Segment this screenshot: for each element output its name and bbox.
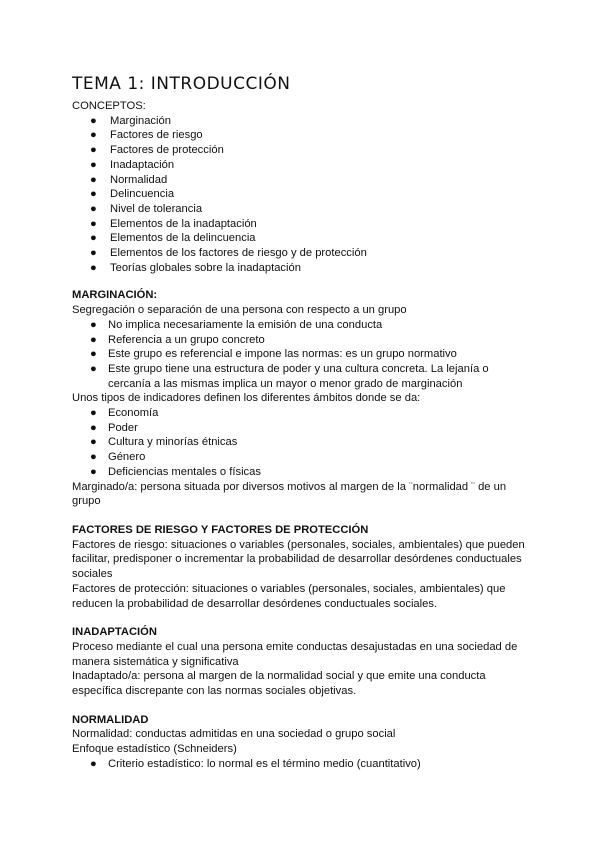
bullet-icon: ● (90, 333, 97, 346)
marginado-definition: Marginado/a: persona situada por diversos motivos al margen de la ¨normalidad ¨ de un grupo (72, 480, 507, 508)
list-item: ● Factores de protección (90, 144, 224, 157)
marginacion-points-list (72, 318, 532, 392)
document-page (72, 72, 532, 772)
list-item: ● Género (90, 451, 146, 464)
list-item: ● Este grupo es referencial e impone las normas: es un grupo normativo (90, 348, 457, 361)
normalidad-definition: Normalidad: conductas admitidas en una sociedad o grupo social (72, 728, 396, 741)
list-item: ● Deficiencias mentales o físicas (90, 465, 261, 478)
list-item: ● Economía (90, 407, 159, 420)
inadaptacion-proceso: Proceso mediante el cual una persona emite conductas desajustadas en una sociedad de manera sistemática y significativa (72, 640, 518, 668)
list-item: ● Criterio estadístico: lo normal es el término medio (cuantitativo) (90, 757, 421, 770)
bullet-icon: ● (90, 407, 97, 420)
bullet-icon: ● (90, 757, 97, 770)
concepts-list (72, 114, 532, 276)
bullet-icon: ● (90, 188, 97, 201)
list-item: ● Factores de riesgo (90, 129, 203, 142)
list-item: ● Este grupo tiene una estructura de poder y una cultura concreta. La lejanía o cercanía a las mismas implica un mayor o menor grado de marginación (90, 362, 489, 390)
list-item: ● Referencia a un grupo concreto (90, 333, 265, 346)
enfoque-estadistico: Enfoque estadístico (Schneiders) (72, 743, 237, 756)
bullet-icon: ● (90, 465, 97, 478)
list-item: ● Inadaptación (90, 158, 175, 171)
inadaptado-definition: Inadaptado/a: persona al margen de la normalidad social y que emite una conducta específica discrepante con las normas sociales objetivas. (72, 670, 486, 698)
list-item: ● Elementos de la inadaptación (90, 217, 257, 230)
bullet-icon: ● (90, 318, 97, 331)
bullet-icon: ● (90, 217, 97, 230)
inadaptacion-heading: INADAPTACIÓN (72, 626, 157, 639)
bullet-icon: ● (90, 158, 97, 171)
bullet-icon: ● (90, 421, 97, 434)
list-item: ● Elementos de los factores de riesgo y de protección (90, 247, 367, 260)
concepts-heading: CONCEPTOS: (72, 100, 146, 112)
page-title: TEMA 1: INTRODUCCIÓN (72, 74, 291, 94)
list-item: ● Cultura y minorías étnicas (90, 436, 238, 449)
bullet-icon: ● (90, 129, 97, 142)
bullet-icon: ● (90, 362, 97, 375)
normalidad-heading: NORMALIDAD (72, 713, 149, 726)
bullet-icon: ● (90, 451, 97, 464)
bullet-icon: ● (90, 247, 97, 260)
list-item: ● Teorías globales sobre la inadaptación (90, 261, 301, 274)
factores-proteccion-definition: Factores de protección: situaciones o variables (personales, sociales, ambientales) que reducen la probabilidad de desarrollar desórdenes conductuales sociales. (72, 582, 506, 610)
bullet-icon: ● (90, 261, 97, 274)
marginacion-heading: MARGINACIÓN: (72, 289, 158, 302)
factores-riesgo-definition: Factores de riesgo: situaciones o variables (personales, sociales, ambientales) que pueden facilitar, predisponer o incrementar la probabilidad de desarrollar desórdenes conductuales sociales (72, 538, 525, 581)
list-item: ● Poder (90, 421, 138, 434)
bullet-icon: ● (90, 202, 97, 215)
bullet-icon: ● (90, 114, 97, 127)
list-item: ● No implica necesariamente la emisión de una conducta (90, 318, 383, 331)
factores-heading: FACTORES DE RIESGO Y FACTORES DE PROTECCIÓN (72, 523, 369, 536)
list-item: ● Marginación (90, 114, 171, 127)
list-item: ● Elementos de la delincuencia (90, 232, 256, 245)
list-item: ● Delincuencia (90, 188, 175, 201)
indicators-list (72, 406, 532, 480)
list-item: ● Normalidad (90, 173, 168, 186)
normalidad-criteria-list (72, 757, 532, 772)
bullet-icon: ● (90, 144, 97, 157)
bullet-icon: ● (90, 348, 97, 361)
bullet-icon: ● (90, 436, 97, 449)
indicators-intro: Unos tipos de indicadores definen los diferentes ámbitos donde se da: (72, 392, 421, 405)
bullet-icon: ● (90, 173, 97, 186)
marginacion-definition: Segregación o separación de una persona con respecto a un grupo (72, 304, 407, 317)
list-item: ● Nivel de tolerancia (90, 202, 203, 215)
bullet-icon: ● (90, 232, 97, 245)
